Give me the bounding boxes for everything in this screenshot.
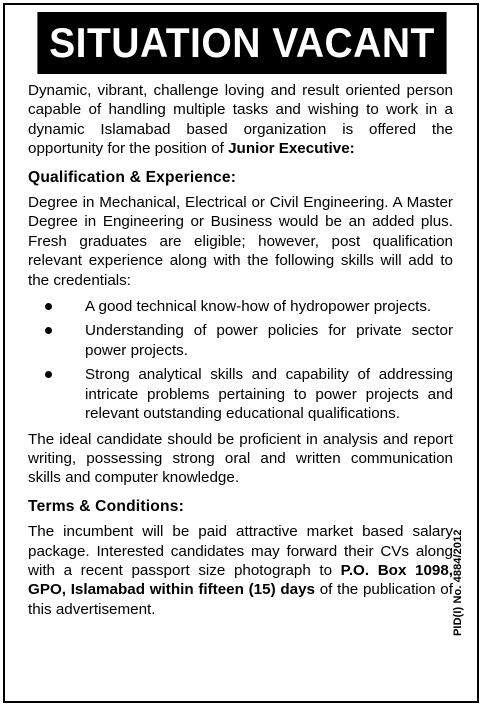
position-title: Junior Executive: (228, 140, 355, 158)
skill-text: A good technical know-how of hydropower projects. (85, 298, 432, 316)
postal-address: P.O. Box 1098, GPO, Islamabad within fifteen (15) days (28, 561, 453, 599)
bullet-icon (45, 371, 52, 378)
qualification-heading: Qualification & Experience: (28, 168, 237, 186)
list-item (28, 297, 453, 316)
terms-heading: Terms & Conditions: (28, 497, 184, 515)
terms-tail: of the publication of this advertisement. (28, 581, 453, 618)
ideal-candidate-text: The ideal candidate should be proficient in analysis and report writing, possessing strong oral and written communication skills and computer knowledge. (28, 430, 453, 487)
ad-title: SITUATION VACANT (37, 12, 446, 74)
skill-text: Strong analytical skills and capability of addressing intricate problems pertaining to power projects and relevant outstanding educational qualifications. (85, 366, 453, 423)
list-item (28, 321, 453, 360)
skills-list (28, 297, 453, 423)
terms-text: The incumbent will be paid attractive market based salary package. Interested candidates may forward their CVs along with a recent passport size photograph to (28, 523, 453, 579)
bullet-icon (45, 303, 52, 310)
list-item (28, 365, 453, 423)
bullet-icon (45, 327, 52, 334)
ad-body (28, 81, 453, 619)
intro-paragraph (28, 81, 453, 159)
intro-text: Dynamic, vibrant, challenge loving and result oriented person capable of handling multiple tasks and wishing to work in a dynamic Islamabad based organization is offered the opportunity for the position of (28, 82, 453, 158)
qualification-text: Degree in Mechanical, Electrical or Civil Engineering. A Master Degree in Engineering or Business would be an added plus. Fresh graduates are eligible; however, post qualification relevant experience along with the following skills will add to the credentials: (28, 194, 453, 289)
terms-paragraph (28, 522, 453, 619)
pid-number: PID(I) No. 4884/2012 (452, 529, 464, 636)
skill-text: Understanding of power policies for private sector power projects. (85, 322, 453, 359)
